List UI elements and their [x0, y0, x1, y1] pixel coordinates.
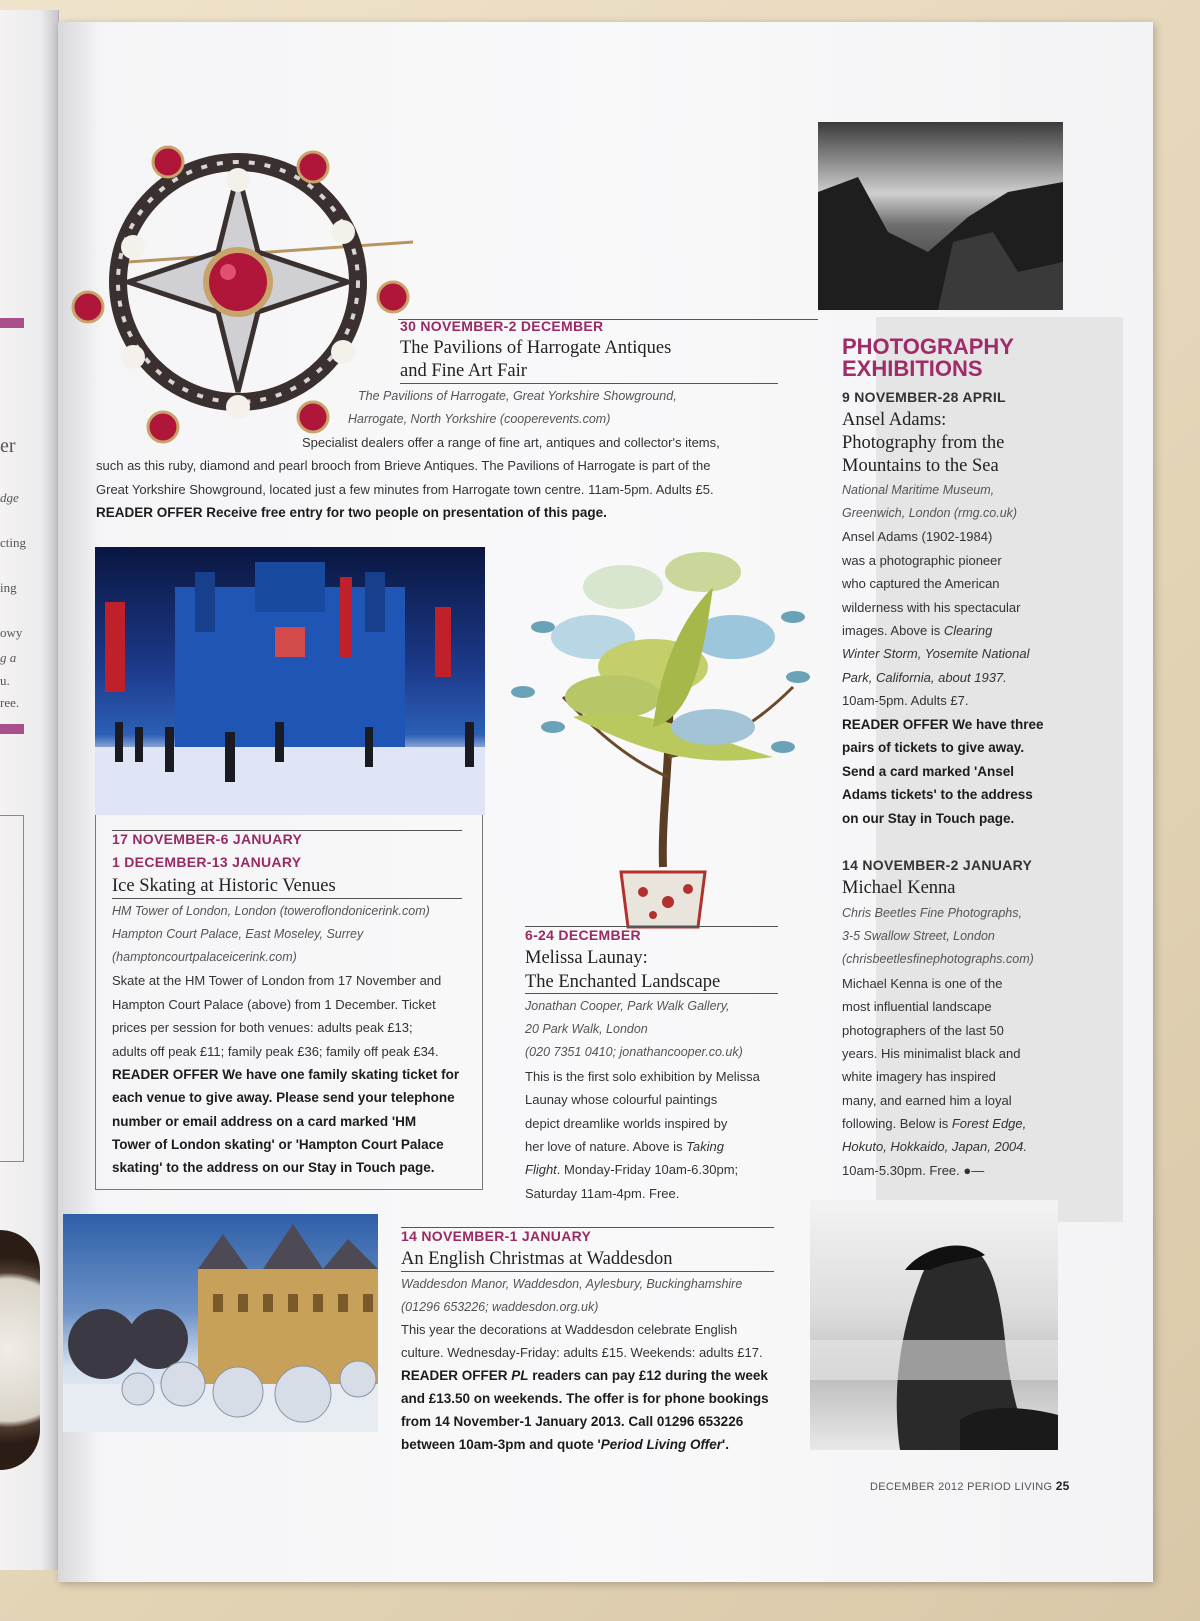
reader-offer: number or email address on a card marked 'HM	[112, 1114, 417, 1129]
event-description: Hampton Court Palace (above) from 1 December. Ticket	[112, 997, 436, 1012]
event-description: white imagery has inspired	[842, 1069, 996, 1084]
event-description: Saturday 11am-4pm. Free.	[525, 1186, 680, 1201]
reader-offer: READER OFFER PL readers can pay £12 during the week	[401, 1368, 768, 1383]
event-title: and Fine Art Fair	[400, 361, 527, 381]
waddesdon-manor-photo	[63, 1214, 378, 1432]
reader-offer: READER OFFER We have one family skating ticket for	[112, 1067, 460, 1082]
event-description: 10am-5pm. Adults £7.	[842, 693, 969, 708]
left-page-fragment: g a	[0, 650, 17, 665]
left-page-medallion-image	[0, 1230, 40, 1470]
event-venue: (chrisbeetlesfinephotographs.com)	[842, 952, 1034, 966]
event-venue: (hamptoncourtpalaceicerink.com)	[112, 950, 297, 964]
event-description: prices per session for both venues: adults peak £13;	[112, 1020, 413, 1035]
event-description: Launay whose colourful paintings	[525, 1092, 718, 1107]
event-description: culture. Wednesday-Friday: adults £15. Weekends: adults £17.	[401, 1345, 763, 1360]
event-description: images. Above is Clearing	[842, 623, 993, 638]
reader-offer: from 14 November-1 January 2013. Call 01296 653226	[401, 1414, 744, 1429]
left-page-fragment: owy	[0, 625, 23, 640]
event-venue: Harrogate, North Yorkshire (cooperevents.com)	[348, 412, 611, 426]
event-description: years. His minimalist black and	[842, 1046, 1021, 1061]
reader-offer: Adams tickets' to the address	[842, 787, 1033, 802]
sidebar-heading: PHOTOGRAPHY	[842, 334, 1014, 359]
clearing-winter-storm-photo	[818, 122, 1063, 310]
left-page-fragment: dge	[0, 490, 19, 505]
event-description: Park, California, about 1937.	[842, 670, 1007, 685]
event-description: adults off peak £11; family peak £36; family off peak £34.	[112, 1044, 439, 1059]
event-description: her love of nature. Above is Taking	[525, 1139, 724, 1154]
left-page-accent-bar	[0, 318, 24, 328]
event-description: Ansel Adams (1902-1984)	[842, 529, 993, 544]
magazine-page	[58, 22, 1153, 1582]
left-page-fragment: ing	[0, 580, 17, 595]
issue-label: DECEMBER 2012 PERIOD LIVING	[870, 1481, 1053, 1493]
page-number: 25	[1055, 1479, 1070, 1493]
reader-offer: on our Stay in Touch page.	[842, 811, 1015, 826]
reader-offer: and £13.50 on weekends. The offer is for phone bookings	[401, 1391, 769, 1406]
event-description: Specialist dealers offer a range of fine art, antiques and collector's items,	[302, 435, 720, 450]
left-page-box	[0, 815, 24, 1162]
event-title: Ansel Adams:	[842, 410, 947, 430]
event-date: 14 NOVEMBER-1 JANUARY	[401, 1228, 592, 1244]
event-venue: Jonathan Cooper, Park Walk Gallery,	[525, 999, 730, 1013]
event-description: Winter Storm, Yosemite National	[842, 646, 1030, 661]
event-description: Michael Kenna is one of the	[842, 976, 1003, 991]
event-description: photographers of the last 50	[842, 1023, 1004, 1038]
event-description: This is the first solo exhibition by Melissa	[525, 1069, 760, 1084]
reader-offer: between 10am-3pm and quote 'Period Living Offer'.	[401, 1437, 730, 1452]
event-description: depict dreamlike worlds inspired by	[525, 1116, 728, 1131]
end-mark-icon: ●—	[963, 1163, 985, 1178]
event-venue: 20 Park Walk, London	[525, 1022, 648, 1036]
event-title: An English Christmas at Waddesdon	[401, 1249, 673, 1269]
page-footer	[870, 1479, 1070, 1493]
reader-offer: Send a card marked 'Ansel	[842, 764, 1015, 779]
left-page-fragment: ree.	[0, 695, 20, 710]
event-venue: 3-5 Swallow Street, London	[842, 929, 995, 943]
event-description: This year the decorations at Waddesdon celebrate English	[401, 1322, 738, 1337]
event-title: Photography from the	[842, 433, 1005, 453]
event-date: 1 DECEMBER-13 JANUARY	[112, 854, 302, 870]
left-page-fragment: cting	[0, 535, 26, 550]
event-description: Flight. Monday-Friday 10am-6.30pm;	[525, 1162, 739, 1177]
event-venue: The Pavilions of Harrogate, Great Yorkshire Showground,	[358, 389, 677, 403]
reader-offer: Tower of London skating' or 'Hampton Court Palace	[112, 1137, 444, 1152]
event-title: The Enchanted Landscape	[525, 972, 721, 992]
taking-flight-illustration	[503, 527, 818, 942]
event-description: who captured the American	[842, 576, 1000, 591]
event-description: was a photographic pioneer	[842, 553, 1002, 568]
event-description: wilderness with his spectacular	[842, 600, 1021, 615]
event-venue: Hampton Court Palace, East Moseley, Surrey	[112, 927, 364, 941]
event-description: such as this ruby, diamond and pearl brooch from Brieve Antiques. The Pavilions of Harrogate is part of the	[96, 458, 711, 473]
event-description: Hokuto, Hokkaido, Japan, 2004.	[842, 1139, 1028, 1154]
event-date: 30 NOVEMBER-2 DECEMBER	[400, 318, 604, 334]
left-page-fragment: er	[0, 435, 16, 457]
event-venue: Greenwich, London (rmg.co.uk)	[842, 506, 1018, 520]
event-date: 14 NOVEMBER-2 JANUARY	[842, 857, 1033, 873]
event-venue: Chris Beetles Fine Photographs,	[842, 906, 1022, 920]
event-date: 9 NOVEMBER-28 APRIL	[842, 389, 1006, 405]
event-description: 10am-5.30pm. Free. ●—	[842, 1163, 985, 1178]
event-venue: (01296 653226; waddesdon.org.uk)	[401, 1300, 599, 1314]
hampton-court-ice-rink-photo	[95, 547, 485, 815]
event-venue: HM Tower of London, London (toweroflondonicerink.com)	[112, 904, 430, 918]
event-description: many, and earned him a loyal	[842, 1093, 1012, 1108]
event-description: following. Below is Forest Edge,	[842, 1116, 1027, 1131]
event-title: Mountains to the Sea	[842, 456, 999, 476]
left-page-accent-bar	[0, 724, 24, 734]
event-venue: National Maritime Museum,	[842, 483, 995, 497]
event-title: Melissa Launay:	[525, 948, 648, 968]
reader-offer: READER OFFER Receive free entry for two people on presentation of this page.	[96, 505, 607, 520]
event-description: most influential landscape	[842, 999, 992, 1014]
reader-offer: skating' to the address on our Stay in Touch page.	[112, 1160, 435, 1175]
event-description: Great Yorkshire Showground, located just a few minutes from Harrogate town centre. 11am-5pm. Adults £5.	[96, 482, 714, 497]
reader-offer: pairs of tickets to give away.	[842, 740, 1025, 755]
left-page-fragment: u.	[0, 673, 10, 688]
event-title: Michael Kenna	[842, 878, 956, 898]
reader-offer: READER OFFER We have three	[842, 717, 1044, 732]
event-venue: (020 7351 0410; jonathancooper.co.uk)	[525, 1045, 743, 1059]
event-date: 6-24 DECEMBER	[525, 927, 641, 943]
event-title: Ice Skating at Historic Venues	[112, 876, 336, 896]
event-venue: Waddesdon Manor, Waddesdon, Aylesbury, Buckinghamshire	[401, 1277, 743, 1291]
event-date: 17 NOVEMBER-6 JANUARY	[112, 831, 303, 847]
event-description: Skate at the HM Tower of London from 17 November and	[112, 973, 442, 988]
reader-offer: each venue to give away. Please send your telephone	[112, 1090, 455, 1105]
event-title: The Pavilions of Harrogate Antiques	[400, 338, 672, 358]
sidebar-heading: EXHIBITIONS	[842, 356, 983, 381]
forest-edge-photo	[810, 1200, 1058, 1450]
